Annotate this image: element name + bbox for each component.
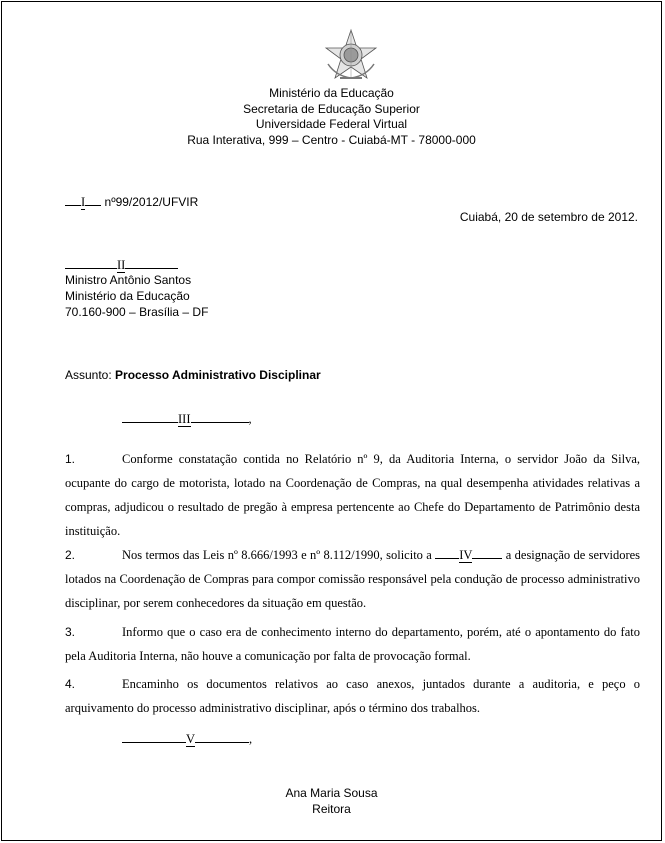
closing-line — [122, 731, 252, 747]
coat-of-arms-seal — [322, 28, 380, 82]
document-page — [1, 1, 662, 841]
paragraph-4-number: 4. — [65, 677, 76, 691]
paragraph-3 — [65, 620, 640, 668]
reference-blank: I — [81, 195, 86, 209]
subject-label: Assunto: — [65, 368, 112, 382]
letter-date: Cuiabá, 20 de setembro de 2012. — [459, 210, 638, 224]
closing-punct: , — [249, 732, 253, 746]
paragraph-2-blank: IV — [459, 548, 473, 562]
letterhead — [2, 86, 661, 148]
paragraph-2 — [65, 543, 640, 615]
paragraph-4-text: Encaminho os documentos relativos ao caso anexos, juntados durante a auditoria, e peço o arquivamento do processo administrativo disciplinar, após o término dos trabalhos. — [65, 677, 640, 715]
letterhead-ministry: Ministério da Educação — [269, 86, 394, 100]
paragraph-2-text-after: a designação de servidores lotados na Coordenação de Compras para compor comissão responsável pela condução de processo administrativo disciplinar, por serem conhecedores da situação em questão. — [65, 548, 641, 610]
closing-blank: V — [186, 732, 196, 746]
signature-name: Ana Maria Sousa — [285, 786, 378, 800]
reference-prefix: nº — [104, 195, 116, 209]
paragraph-3-text: Informo que o caso era de conhecimento interno do departamento, porém, até o apontamento do fato pela Auditoria Interna, não houve a comunicação por falta de provocação formal. — [65, 625, 640, 663]
paragraph-4 — [65, 672, 640, 720]
recipient-name: Ministro Antônio Santos — [65, 273, 192, 287]
subject-line — [65, 368, 321, 382]
letterhead-university: Universidade Federal Virtual — [255, 117, 408, 131]
recipient-address: 70.160-900 – Brasília – DF — [65, 305, 209, 319]
letterhead-address: Rua Interativa, 999 – Centro - Cuiabá-MT - 78000-000 — [187, 132, 476, 147]
recipient-blank-line — [65, 257, 178, 273]
recipient-org: Ministério da Educação — [65, 289, 190, 303]
salutation-blank: III — [178, 412, 191, 426]
paragraph-2-text-before: Nos termos das Leis nº 8.666/1993 e nº 8.112/1990, solicito a — [122, 548, 432, 562]
salutation-punct: , — [248, 412, 252, 426]
signature-title: Reitora — [312, 802, 351, 816]
letterhead-secretariat: Secretaria de Educação Superior — [243, 101, 420, 116]
subject-value: Processo Administrativo Disciplinar — [115, 368, 321, 382]
reference-number: 99/2012/UFVIR — [115, 195, 199, 209]
reference-line — [65, 194, 198, 210]
recipient-blank: II — [117, 258, 126, 272]
paragraph-1 — [65, 447, 640, 543]
salutation-line — [122, 411, 252, 427]
paragraph-1-text: Conforme constatação contida no Relatório nº 9, da Auditoria Interna, o servidor João da Silva, ocupante do cargo de motorista, lotado na Coordenação de Compras, na qual desempenha atividades relativas a compras, adjudicou o resultado de pregão à empresa pertencente ao Chefe do Departamento de Patrimônio desta instituição. — [65, 452, 640, 538]
paragraph-2-number: 2. — [65, 548, 76, 562]
paragraph-3-number: 3. — [65, 625, 76, 639]
paragraph-1-number: 1. — [65, 452, 76, 466]
